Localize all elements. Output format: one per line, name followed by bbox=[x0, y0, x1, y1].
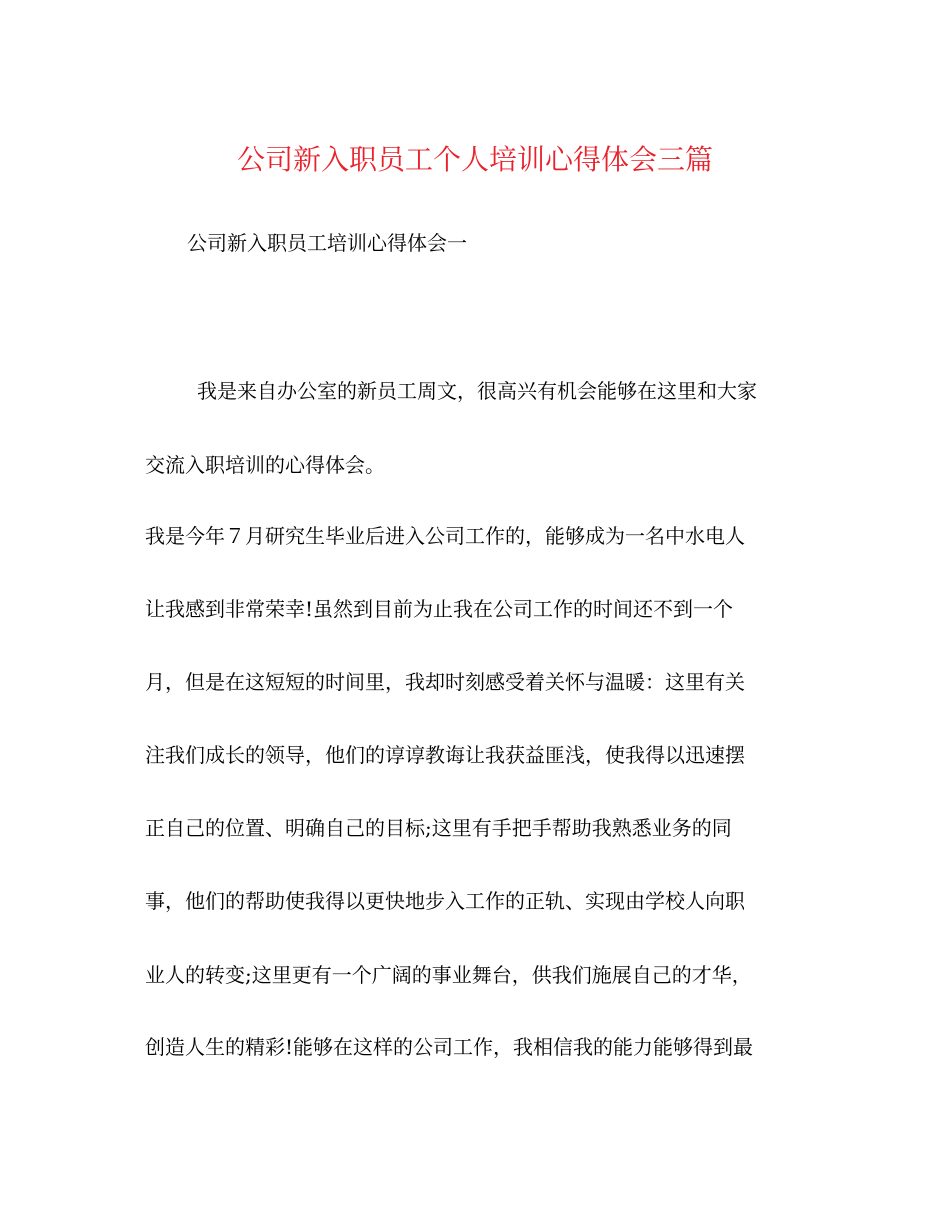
paragraph-line: 正自己的位置、明确自己的目标;这里有手把手帮助我熟悉业务的同 bbox=[145, 816, 732, 840]
document-title: 公司新入职员工个人培训心得体会三篇 bbox=[236, 143, 713, 176]
paragraph-line: 我是来自办公室的新员工周文，很高兴有机会能够在这里和大家 bbox=[197, 379, 757, 403]
paragraph-line: 我是今年７月研究生毕业后进入公司工作的，能够成为一名中水电人 bbox=[145, 524, 745, 548]
paragraph-line: 事，他们的帮助使我得以更快地步入工作的正轨、实现由学校人向职 bbox=[145, 889, 745, 913]
paragraph-line: 注我们成长的领导，他们的谆谆教诲让我获益匪浅，使我得以迅速摆 bbox=[145, 743, 745, 767]
paragraph-line: 让我感到非常荣幸!虽然到目前为止我在公司工作的时间还不到一个 bbox=[145, 597, 734, 621]
paragraph-line: 创造人生的精彩!能够在这样的公司工作，我相信我的能力能够得到最 bbox=[145, 1035, 754, 1059]
section-subtitle: 公司新入职员工培训心得体会一 bbox=[187, 231, 467, 255]
paragraph-line: 交流入职培训的心得体会。 bbox=[145, 453, 385, 477]
paragraph-line: 月，但是在这短短的时间里，我却时刻感受着关怀与温暖：这里有关 bbox=[145, 670, 745, 694]
paragraph-line: 业人的转变;这里更有一个广阔的事业舞台，供我们施展自己的才华， bbox=[145, 963, 752, 987]
